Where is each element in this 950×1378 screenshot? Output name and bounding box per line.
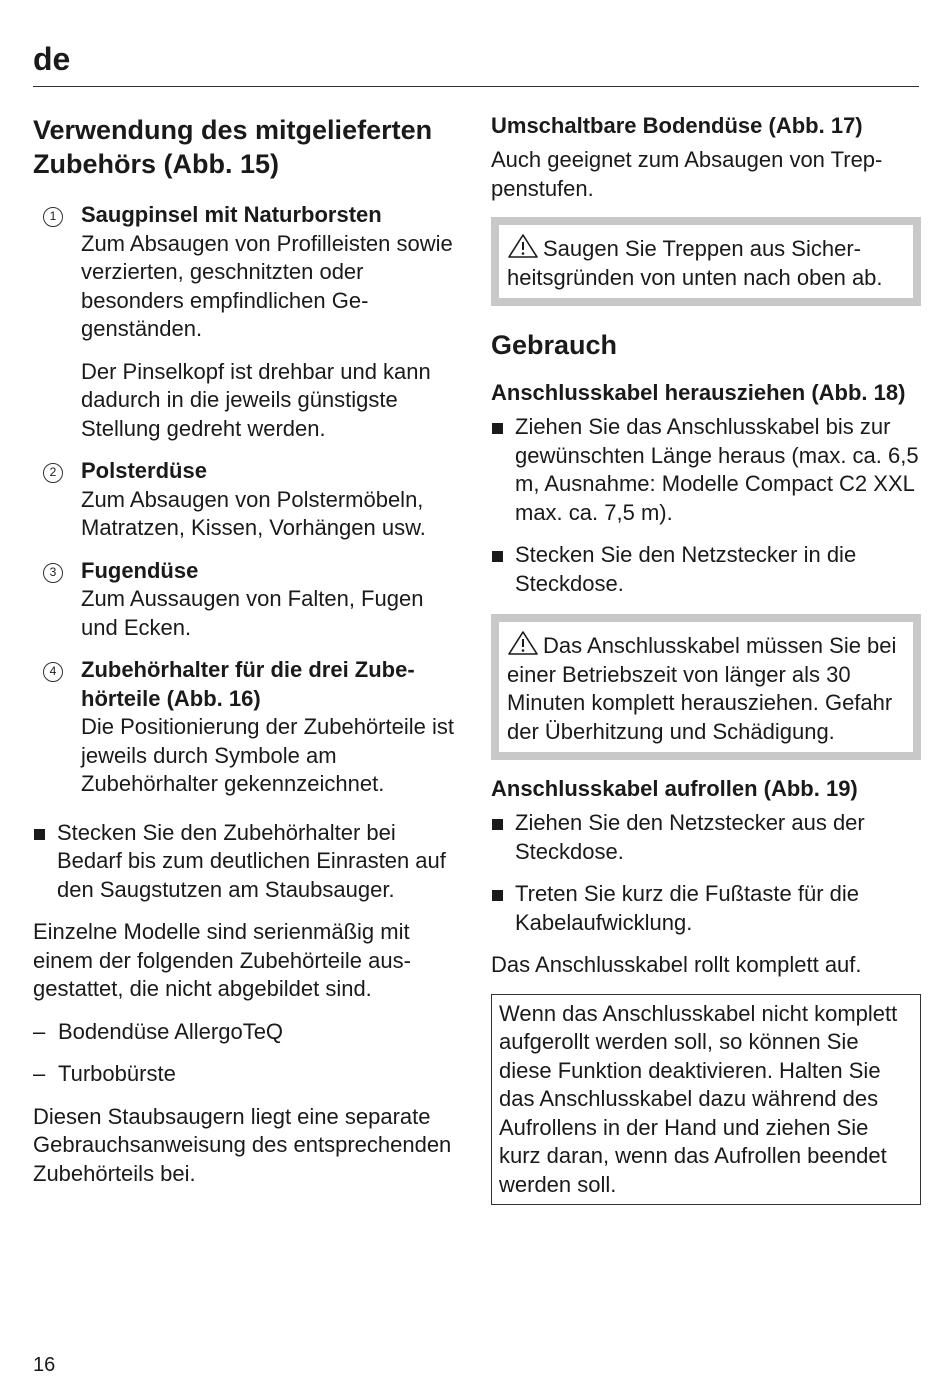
item-text: Die Positionierung der Zubehörteile ist jeweils durch Symbole am Zubehörhalter gekennzeichnet.: [81, 714, 454, 796]
subheading: Anschlusskabel aufrollen (Abb. 19): [491, 776, 858, 801]
language-code: de: [33, 41, 71, 77]
bullet-text: Ziehen Sie den Netzstecker aus der Steckdose.: [515, 810, 865, 864]
item-text-2: Der Pinselkopf ist drehbar und kann dadurch in die jeweils günstigste Stellung gedreht werden.: [81, 358, 431, 441]
square-bullet-icon: [492, 890, 503, 901]
paragraph: Einzelne Modelle sind serienmäßig mit einem der folgenden Zubehörteile ausgestattet, die nicht abgebildet sind.: [33, 919, 411, 1001]
header-divider: [33, 86, 919, 87]
bullet-item: [491, 809, 921, 866]
square-bullet-icon: [492, 423, 503, 434]
dash-item: [33, 1060, 463, 1089]
circled-number-icon: 2: [43, 463, 63, 483]
circled-number-icon: 1: [43, 207, 63, 227]
subheading: Anschlusskabel herausziehen (Abb. 18): [491, 380, 906, 405]
bullet-text: Treten Sie kurz die Fußtaste für die Kabelaufwicklung.: [515, 881, 859, 935]
square-bullet-icon: [492, 819, 503, 830]
section-title: Verwendung des mitgelieferten Zubehörs (Abb. 15): [33, 115, 433, 179]
item-title: Fugendüse: [81, 557, 199, 583]
section-heading: Gebrauch: [491, 330, 618, 360]
right-column: [491, 111, 921, 1205]
accessory-item-1: [33, 201, 463, 443]
circled-number-icon: 4: [43, 662, 63, 682]
bullet-item: [491, 541, 921, 598]
item-text: Zum Aussaugen von Falten, Fugen und Ecken.: [81, 586, 424, 640]
warning-triangle-icon: [507, 233, 539, 259]
warning-triangle-icon: [507, 630, 539, 656]
bullet-text: Ziehen Sie das Anschlusskabel bis zur gewünschten Länge heraus (max. ca. 6,5 m, Ausnahme: Modelle Compact C2 XXL max. ca. 7,5 m).: [515, 414, 919, 525]
item-title: Polsterdüse: [81, 458, 207, 483]
info-text: Wenn das Anschlusskabel nicht komplett aufgerollt werden soll, so können Sie diese Funktion deaktivieren. Halten Sie das Anschlusskabel dazu während des Aufrollens in der Hand und ziehen Sie kurz daran, wenn das Aufrollen beendet werden soll.: [499, 1000, 898, 1197]
circled-number-icon: 3: [43, 563, 63, 583]
item-text: Zum Absaugen von Profilleisten sowie verzierten, geschnitzten oder besonders empfindlichen Gegenständen.: [81, 230, 453, 341]
dash-text: Turbobürste: [58, 1061, 176, 1086]
left-column: [33, 113, 463, 1202]
warning-box: [491, 614, 921, 760]
paragraph: Auch geeignet zum Absaugen von Treppenstufen.: [491, 147, 883, 201]
bullet-item: [491, 880, 921, 937]
dash-item: [33, 1018, 463, 1047]
dash-marker: –: [33, 1018, 46, 1044]
bullet-text: Stecken Sie den Zubehörhalter bei Bedarf bis zum deutlichen Einrasten auf den Saugstutzen am Staubsauger.: [57, 819, 446, 902]
square-bullet-icon: [492, 551, 503, 562]
warning-text: Saugen Sie Treppen aus Sicherheitsgründen von unten nach oben ab.: [507, 236, 883, 290]
square-bullet-icon: [34, 829, 45, 840]
subheading: Umschaltbare Bodendüse (Abb. 17): [491, 113, 863, 138]
paragraph: Diesen Staubsaugern liegt eine separate Gebrauchsanweisung des entsprechenden Zubehörteils bei.: [33, 1103, 452, 1186]
bullet-item: [491, 413, 921, 527]
bullet-text: Stecken Sie den Netzstecker in die Steckdose.: [515, 542, 857, 596]
item-title: Saugpinsel mit Naturborsten: [81, 202, 382, 227]
item-title: Zubehörhalter für die drei Zubehörteile (Abb. 16): [81, 657, 415, 711]
warning-box: [491, 217, 921, 306]
paragraph: Das Anschlusskabel rollt komplett auf.: [491, 952, 862, 977]
dash-text: Bodendüse AllergoTeQ: [58, 1018, 284, 1044]
item-text: Zum Absaugen von Polstermöbeln, Matratzen, Kissen, Vorhängen usw.: [81, 486, 426, 540]
info-box: [491, 994, 921, 1206]
page-number: 16: [33, 1354, 56, 1376]
warning-text: Das Anschlusskabel müssen Sie bei einer Betriebszeit von länger als 30 Minuten komplett herausziehen. Gefahr der Überhitzung und Schädigung.: [507, 633, 897, 744]
dash-marker: –: [33, 1061, 46, 1086]
accessory-item-2: [33, 457, 463, 543]
accessory-item-4: [33, 656, 463, 799]
accessory-item-3: [33, 557, 463, 643]
bullet-item: [33, 819, 463, 905]
